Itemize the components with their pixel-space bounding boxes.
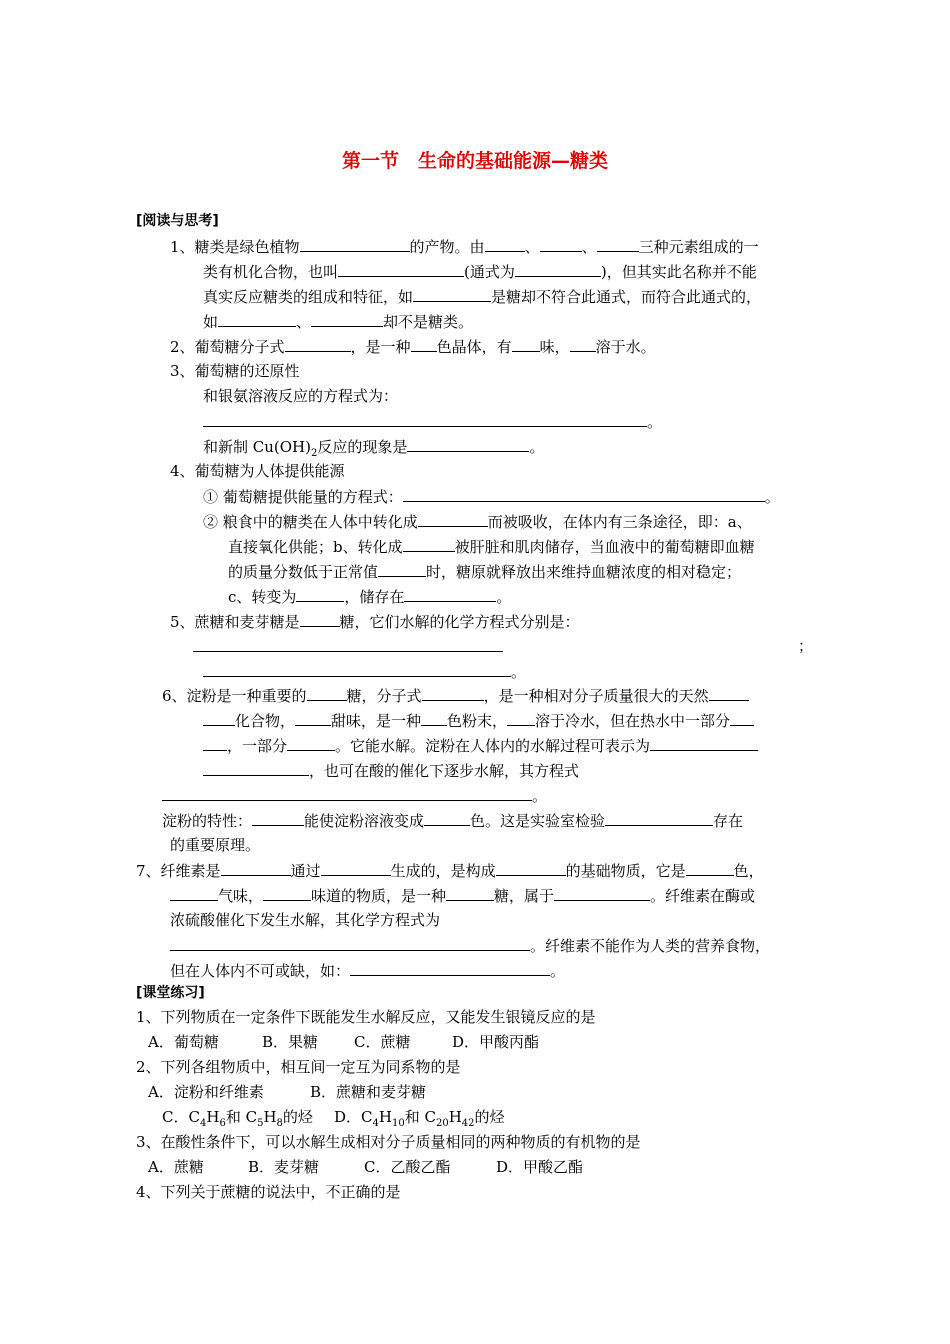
q7-line5 bbox=[170, 960, 565, 981]
q6-text: 能使淀粉溶液变成 bbox=[304, 812, 425, 830]
q1-line4 bbox=[203, 311, 473, 332]
q4-text: 而被吸收，在体内有三条途径，即：a、 bbox=[487, 513, 752, 531]
blank bbox=[170, 885, 218, 901]
q6-line3 bbox=[203, 735, 758, 756]
blank bbox=[218, 311, 296, 327]
blank bbox=[413, 286, 491, 302]
subscript: 2 bbox=[311, 448, 318, 459]
q2-text: 色晶体，有 bbox=[436, 338, 512, 356]
ex2-option-d bbox=[334, 1107, 505, 1127]
blank bbox=[252, 810, 304, 826]
formula-text: H bbox=[206, 1108, 220, 1126]
blank bbox=[350, 960, 550, 976]
q1-text: 类有机化合物，也叫 bbox=[203, 263, 339, 281]
q6-text: 。它能水解。淀粉在人体内的水解过程可表示为 bbox=[335, 737, 651, 755]
blank bbox=[404, 586, 496, 602]
q7-text: 生成的，是构成 bbox=[390, 862, 496, 880]
ex1-option-c: C．蔗糖 bbox=[354, 1033, 411, 1051]
q7-line1 bbox=[136, 860, 764, 881]
q6-text: 色。这是实验室检验 bbox=[470, 812, 606, 830]
page-title: 第一节 生命的基础能源—糖类 bbox=[341, 150, 608, 172]
q6-text: ，是一种相对分子质量很大的天然 bbox=[483, 687, 709, 705]
q3-heading: 3、葡萄糖的还原性 bbox=[170, 362, 300, 380]
q4-line2 bbox=[203, 511, 752, 532]
formula-text: C．C bbox=[162, 1108, 200, 1126]
q7-text: 7、纤维素是 bbox=[136, 862, 221, 880]
blank bbox=[403, 536, 455, 552]
q1-text: 、 bbox=[296, 313, 312, 331]
q5-line2 bbox=[193, 636, 503, 657]
q7-line2 bbox=[170, 885, 755, 906]
subscript: 42 bbox=[461, 1118, 475, 1129]
q5-text: 。 bbox=[511, 663, 527, 681]
section-reading: [阅读与思考] bbox=[136, 213, 219, 229]
subscript: 20 bbox=[435, 1118, 449, 1129]
blank bbox=[311, 311, 383, 327]
q5-line1 bbox=[170, 611, 580, 632]
q4-text: 时，糖原就释放出来维持血糖浓度的相对稳定； bbox=[426, 563, 742, 581]
q5-line3 bbox=[203, 661, 526, 682]
formula-text: 的烃 bbox=[474, 1108, 505, 1126]
subscript: 5 bbox=[257, 1118, 264, 1129]
blank bbox=[496, 860, 566, 876]
q6-text: 存在 bbox=[713, 812, 744, 830]
blank bbox=[507, 710, 535, 726]
ex2-question: 2、下列各组物质中，相互间一定互为同系物的是 bbox=[136, 1058, 461, 1076]
blank bbox=[446, 885, 494, 901]
q1-text: (通式为 bbox=[464, 263, 515, 281]
q3-text: 反应的现象是 bbox=[317, 438, 408, 456]
blank bbox=[307, 685, 347, 701]
q4-line4 bbox=[228, 561, 741, 582]
blank bbox=[570, 336, 596, 352]
q6-line1 bbox=[162, 685, 749, 706]
blank bbox=[597, 236, 639, 252]
formula-text: D．C bbox=[334, 1108, 373, 1126]
q7-text: 糖，属于 bbox=[494, 887, 555, 905]
blank bbox=[421, 710, 447, 726]
q6-line6 bbox=[162, 810, 743, 831]
subscript: 6 bbox=[219, 1118, 226, 1129]
q7-text: 通过 bbox=[290, 862, 321, 880]
q1-line3 bbox=[203, 286, 761, 307]
q3-text: 。 bbox=[647, 413, 663, 431]
blank bbox=[554, 885, 650, 901]
q4-text: 。 bbox=[764, 488, 780, 506]
blank bbox=[338, 261, 464, 277]
blank bbox=[540, 236, 582, 252]
q5-text: 糖，它们水解的化学方程式分别是： bbox=[339, 613, 580, 631]
ex3-option-c: C．乙酸乙酯 bbox=[364, 1158, 451, 1176]
formula-text: 的烃 bbox=[282, 1108, 313, 1126]
blank bbox=[296, 586, 344, 602]
ex2-option-b: B．蔗糖和麦芽糖 bbox=[310, 1083, 427, 1101]
q1-text: 1、糖类是绿色植物 bbox=[170, 238, 300, 256]
blank bbox=[485, 236, 525, 252]
section-practice: [课堂练习] bbox=[136, 985, 205, 1001]
q3-cuoh2-line bbox=[203, 436, 544, 457]
blank bbox=[709, 685, 749, 701]
q7-text: 。 bbox=[550, 962, 566, 980]
q7-line4 bbox=[170, 935, 770, 956]
q6-line7: 的重要原理。 bbox=[170, 836, 261, 854]
q3-text: 。 bbox=[529, 438, 545, 456]
q2-text: ，是一种 bbox=[350, 338, 411, 356]
blank bbox=[730, 710, 754, 726]
ex1-option-a: A．葡萄糖 bbox=[148, 1033, 219, 1051]
q7-text: 。纤维素不能作为人类的营养食物， bbox=[530, 937, 771, 955]
blank bbox=[203, 760, 309, 776]
q7-text: 气味， bbox=[218, 887, 264, 905]
subscript: 8 bbox=[276, 1118, 283, 1129]
q6-text: ，一部分 bbox=[227, 737, 288, 755]
q7-text: 。纤维素在酶或 bbox=[650, 887, 756, 905]
q4-line1 bbox=[203, 486, 780, 507]
blank bbox=[300, 236, 410, 252]
q4-line5 bbox=[228, 586, 511, 607]
q1-text: 、 bbox=[581, 238, 597, 256]
blank bbox=[295, 710, 331, 726]
q4-text: ，储存在 bbox=[344, 588, 405, 606]
q3-silver-answer bbox=[203, 411, 662, 432]
q4-text: c、转变为 bbox=[228, 588, 297, 606]
blank bbox=[221, 860, 291, 876]
q6-text: 淀粉的特性： bbox=[162, 812, 253, 830]
ex3-option-a: A．蔗糖 bbox=[148, 1158, 204, 1176]
ex1-option-d: D．甲酸丙酯 bbox=[452, 1033, 540, 1051]
blank bbox=[422, 685, 484, 701]
blank bbox=[411, 336, 437, 352]
q6-line4 bbox=[203, 760, 579, 781]
q1-text: 三种元素组成的一 bbox=[638, 238, 759, 256]
q7-text: 但在人体内不可或缺，如： bbox=[170, 962, 351, 980]
formula-text: H bbox=[448, 1108, 462, 1126]
q4-text: 被肝脏和肌肉储存，当血液中的葡萄糖即血糖 bbox=[454, 538, 755, 556]
blank bbox=[512, 336, 540, 352]
blank bbox=[418, 511, 488, 527]
q6-text: 。 bbox=[532, 787, 548, 805]
q1-text: 真实反应糖类的组成和特征，如 bbox=[203, 288, 414, 306]
q4-text: ① 葡萄糖提供能量的方程式： bbox=[203, 488, 403, 506]
q1-text: 的产物。由 bbox=[409, 238, 485, 256]
q5-semicolon: ； bbox=[798, 637, 814, 655]
blank bbox=[378, 561, 426, 577]
blank bbox=[285, 336, 351, 352]
q4-text: 。 bbox=[496, 588, 512, 606]
q6-line5 bbox=[162, 785, 547, 806]
ex2-option-c bbox=[162, 1107, 313, 1127]
formula-text: H bbox=[378, 1108, 392, 1126]
q7-line3: 浓硫酸催化下发生水解，其化学方程式为 bbox=[170, 911, 441, 929]
q7-text: 色， bbox=[733, 862, 764, 880]
blank bbox=[424, 810, 470, 826]
ex2-option-a: A．淀粉和纤维素 bbox=[148, 1083, 264, 1101]
ex3-question: 3、在酸性条件下，可以水解生成相对分子质量相同的两种物质的有机物的是 bbox=[136, 1133, 641, 1151]
blank bbox=[403, 486, 765, 502]
q1-line2 bbox=[203, 261, 757, 282]
subscript: 10 bbox=[391, 1118, 405, 1129]
blank bbox=[193, 636, 503, 652]
q7-text: 的基础物质，它是 bbox=[565, 862, 686, 880]
blank bbox=[407, 436, 529, 452]
blank bbox=[321, 860, 391, 876]
q4-heading: 4、葡萄糖为人体提供能源 bbox=[170, 462, 345, 480]
blank bbox=[287, 735, 335, 751]
q1-text: 是糖却不符合此通式，而符合此通式的， bbox=[491, 288, 762, 306]
q6-line2 bbox=[203, 710, 754, 731]
blank bbox=[203, 735, 227, 751]
blank bbox=[170, 935, 530, 951]
subscript: 4 bbox=[199, 1118, 207, 1129]
subscript: 4 bbox=[372, 1118, 379, 1129]
q1-text: 却不是糖类。 bbox=[383, 313, 474, 331]
blank bbox=[686, 860, 734, 876]
q2-line bbox=[170, 336, 656, 357]
q2-text: 2、葡萄糖分子式 bbox=[170, 338, 285, 356]
formula-text: H bbox=[263, 1108, 277, 1126]
q6-text: 色粉末， bbox=[447, 712, 508, 730]
formula-text: 和 C bbox=[404, 1108, 436, 1126]
blank bbox=[203, 710, 235, 726]
q4-text: 直接氧化供能；b、转化成 bbox=[228, 538, 403, 556]
blank bbox=[515, 261, 601, 277]
q4-text: ② 粮食中的糖类在人体中转化成 bbox=[203, 513, 418, 531]
q1-text: )，但其实此名称并不能 bbox=[600, 263, 757, 281]
formula-text: 和 C bbox=[225, 1108, 258, 1126]
blank bbox=[203, 411, 647, 427]
q6-text: ，也可在酸的催化下逐步水解，其方程式 bbox=[309, 762, 580, 780]
q7-text: 味道的物质，是一种 bbox=[311, 887, 447, 905]
blank bbox=[650, 735, 758, 751]
q3-text: 和新制 Cu(OH) bbox=[203, 438, 311, 456]
q5-text: 5、蔗糖和麦芽糖是 bbox=[170, 613, 300, 631]
blank bbox=[300, 611, 340, 627]
ex3-option-d: D．甲酸乙酯 bbox=[496, 1158, 584, 1176]
ex1-option-b: B．果糖 bbox=[262, 1033, 319, 1051]
blank bbox=[203, 661, 511, 677]
q6-text: 6、淀粉是一种重要的 bbox=[162, 687, 307, 705]
q4-line3 bbox=[228, 536, 755, 557]
q6-text: 甜味，是一种 bbox=[331, 712, 422, 730]
q1-text: 如 bbox=[203, 313, 219, 331]
ex1-question: 1、下列物质在一定条件下既能发生水解反应，又能发生银镜反应的是 bbox=[136, 1008, 596, 1026]
q6-text: 溶于冷水，但在热水中一部分 bbox=[535, 712, 731, 730]
blank bbox=[162, 785, 532, 801]
q2-text: 味， bbox=[539, 338, 570, 356]
q6-text: 糖，分子式 bbox=[346, 687, 422, 705]
q6-text: 化合物， bbox=[235, 712, 296, 730]
q4-text: 的质量分数低于正常值 bbox=[228, 563, 379, 581]
q1-text: 、 bbox=[524, 238, 540, 256]
blank bbox=[263, 885, 311, 901]
ex3-option-b: B．麦芽糖 bbox=[248, 1158, 320, 1176]
q1-line1 bbox=[170, 236, 759, 257]
blank bbox=[605, 810, 713, 826]
q3-silver-label: 和银氨溶液反应的方程式为： bbox=[203, 387, 399, 405]
q2-text: 溶于水。 bbox=[595, 338, 656, 356]
ex4-question: 4、下列关于蔗糖的说法中，不正确的是 bbox=[136, 1183, 401, 1201]
